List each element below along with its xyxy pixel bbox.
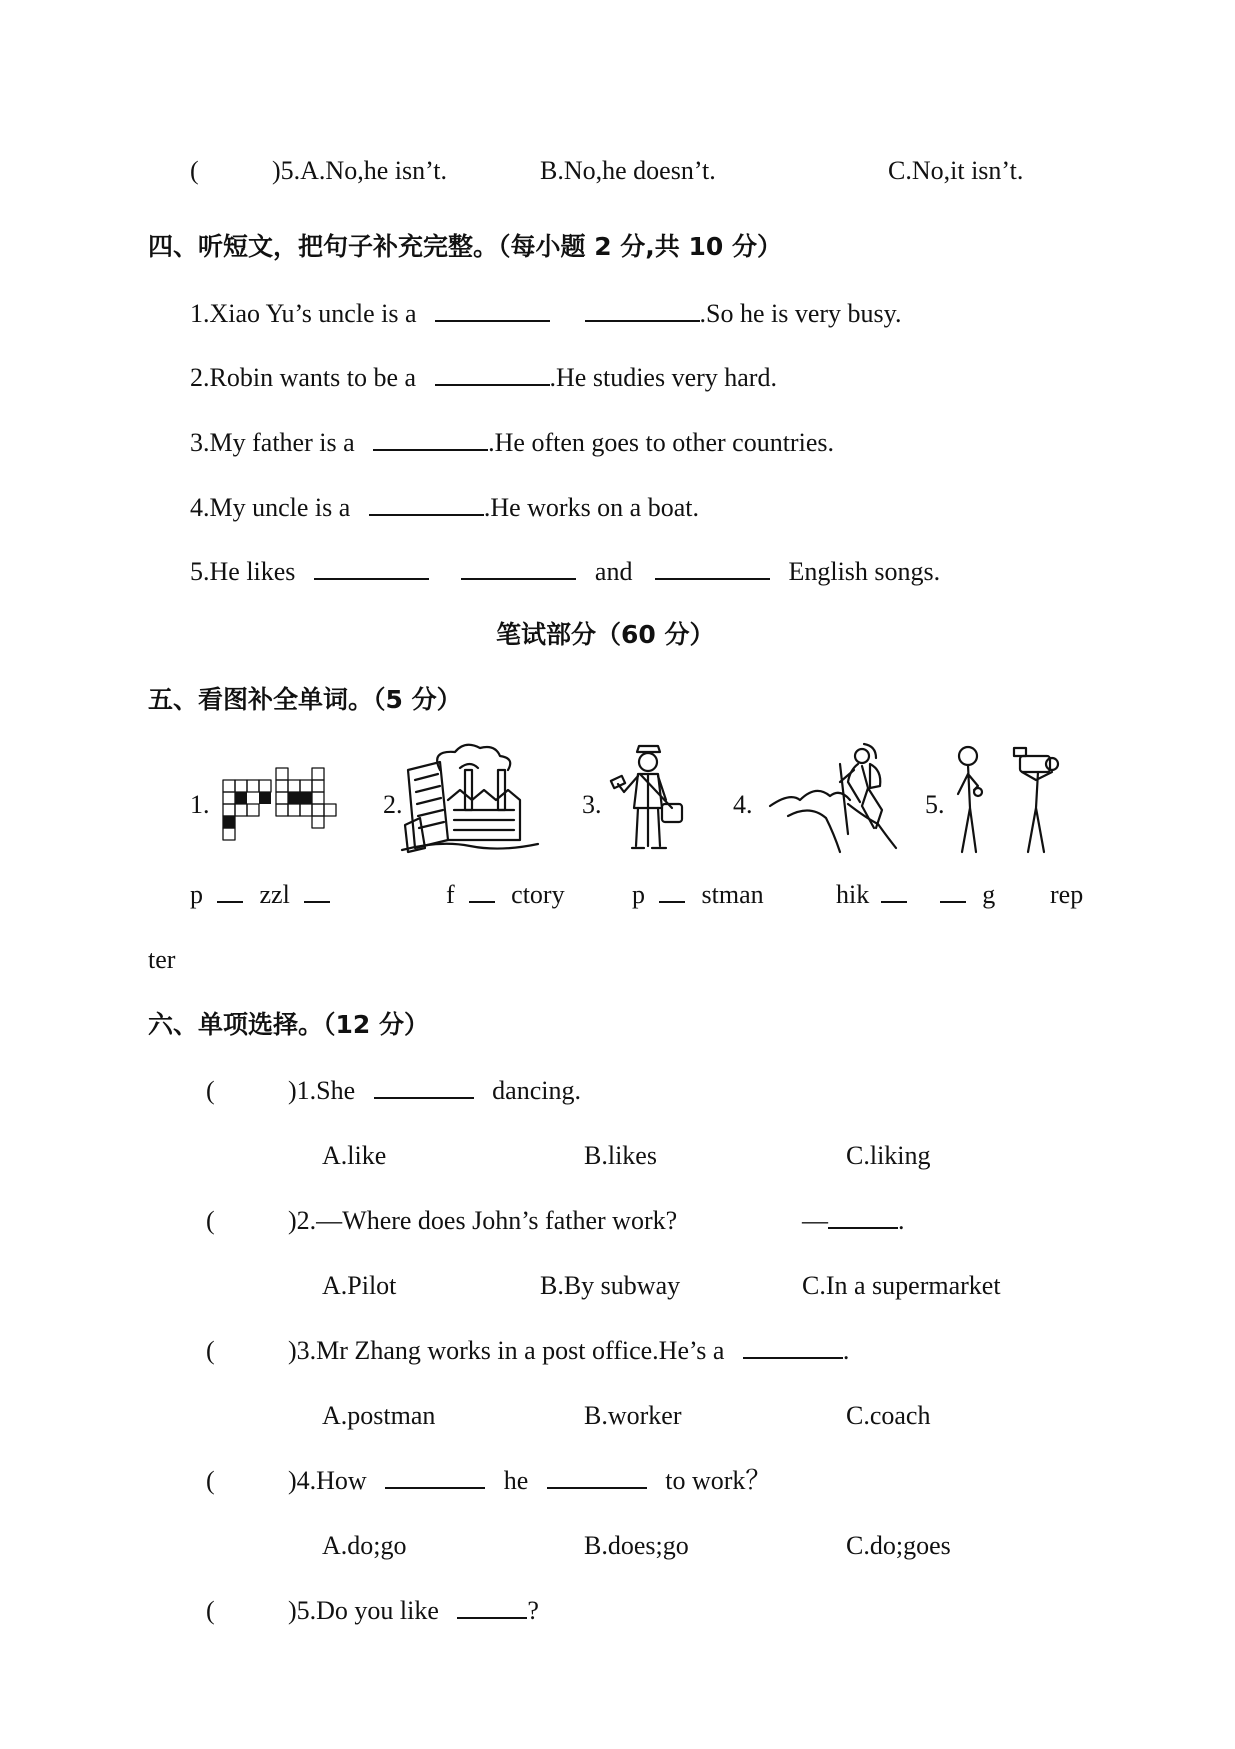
- option-b: B.By subway: [540, 1271, 681, 1300]
- section-heading: 六、单项选择。（12 分）: [148, 1010, 429, 1039]
- reporter-image: [948, 746, 1078, 858]
- answer-blank[interactable]: [457, 1599, 527, 1619]
- word-factory: [446, 882, 565, 908]
- sentence-text: .He works on a boat.: [483, 493, 699, 522]
- question-stem: )5.Do you like: [288, 1596, 439, 1625]
- answer-blank[interactable]: [435, 366, 550, 386]
- word-hiking: [836, 882, 995, 908]
- letter-blank[interactable]: [659, 883, 685, 903]
- dash: —: [802, 1206, 828, 1235]
- word-part: ter: [148, 945, 176, 974]
- option-c: C.do;goes: [846, 1531, 951, 1560]
- letter-blank[interactable]: [940, 883, 966, 903]
- answer-paren: (: [190, 156, 199, 185]
- word-part: p: [190, 880, 203, 909]
- word-postman: [632, 882, 764, 908]
- period: .: [842, 1336, 850, 1365]
- answer-blank[interactable]: [314, 560, 429, 580]
- option-a: A.postman: [322, 1401, 436, 1430]
- answer-paren: (: [206, 1466, 215, 1495]
- word-puzzle: [190, 882, 334, 908]
- sentence-text: 5.He likes: [190, 557, 296, 586]
- sentence-text: .He studies very hard.: [549, 363, 777, 392]
- word-part: g: [982, 880, 996, 909]
- sentence-text: 3.My father is a: [190, 428, 355, 457]
- answer-paren: (: [206, 1596, 215, 1625]
- question-stem: to work？: [665, 1466, 772, 1495]
- answer-blank[interactable]: [385, 1469, 485, 1489]
- answer-blank[interactable]: [373, 431, 488, 451]
- question-stem: dancing.: [492, 1076, 581, 1105]
- answer-blank[interactable]: [547, 1469, 647, 1489]
- answer-paren: (: [206, 1076, 215, 1105]
- question-label: )5.A.No,he isn’t.: [272, 156, 448, 185]
- option-c: C.No,it isn’t.: [888, 156, 1024, 185]
- sentence-text: 1.Xiao Yu’s uncle is a: [190, 299, 417, 328]
- option-b: B.does;go: [584, 1531, 689, 1560]
- question-5: [288, 1598, 539, 1624]
- question-stem: )4.How: [288, 1466, 367, 1495]
- word-part: stman: [701, 880, 764, 909]
- fill-sentence-2: [190, 365, 777, 391]
- question-mark: ?: [527, 1596, 539, 1625]
- answer-blank[interactable]: [435, 302, 550, 322]
- sentence-text: 2.Robin wants to be a: [190, 363, 417, 392]
- option-b: B.worker: [584, 1401, 682, 1430]
- option-a: A.like: [322, 1141, 387, 1170]
- option-c: C.coach: [846, 1401, 931, 1430]
- sentence-text: .So he is very busy.: [699, 299, 902, 328]
- word-part: zzl: [259, 880, 290, 909]
- picture-number: 2.: [383, 790, 403, 819]
- fill-sentence-5: [190, 559, 940, 585]
- fill-sentence-4: [190, 495, 699, 521]
- section-heading: 四、听短文，把句子补充完整。（每小题 2 分,共 10 分）: [148, 232, 782, 261]
- answer-blank[interactable]: [743, 1339, 843, 1359]
- option-c: C.liking: [846, 1141, 931, 1170]
- fill-sentence-1: [190, 301, 901, 327]
- option-c: C.In a supermarket: [802, 1271, 1001, 1300]
- answer-paren: (: [206, 1206, 215, 1235]
- question-3: [288, 1338, 849, 1364]
- option-b: B.No,he doesn’t.: [540, 156, 716, 185]
- sentence-text: 4.My uncle is a: [190, 493, 351, 522]
- section-heading: 五、看图补全单词。（5 分）: [148, 685, 462, 714]
- option-a: A.do;go: [322, 1531, 407, 1560]
- picture-number: 5.: [925, 790, 945, 819]
- letter-blank[interactable]: [881, 883, 907, 903]
- word-part: p: [632, 880, 645, 909]
- hiker-image: [770, 744, 900, 854]
- period: .: [898, 1206, 905, 1235]
- answer-blank[interactable]: [585, 302, 700, 322]
- answer-blank[interactable]: [374, 1079, 474, 1099]
- answer-blank[interactable]: [369, 496, 484, 516]
- part-title: 笔试部分（60 分）: [496, 620, 715, 649]
- option-a: A.Pilot: [322, 1271, 397, 1300]
- letter-blank[interactable]: [304, 883, 330, 903]
- question-4: [288, 1468, 771, 1494]
- answer-blank[interactable]: [828, 1209, 898, 1229]
- sentence-text: .He often goes to other countries.: [488, 428, 834, 457]
- sentence-text: and: [594, 557, 633, 586]
- word-part: rep: [1050, 880, 1084, 909]
- fill-sentence-3: [190, 430, 834, 456]
- word-part: hik: [836, 880, 870, 909]
- letter-blank[interactable]: [217, 883, 243, 903]
- picture-number: 1.: [190, 790, 210, 819]
- answer-blank[interactable]: [655, 560, 770, 580]
- postman-image: [612, 742, 692, 858]
- letter-blank[interactable]: [469, 883, 495, 903]
- answer-blank[interactable]: [461, 560, 576, 580]
- word-part: f: [446, 880, 455, 909]
- picture-number: 3.: [582, 790, 602, 819]
- question-stem: )3.Mr Zhang works in a post office.He’s a: [288, 1336, 725, 1365]
- question-1: [288, 1078, 581, 1104]
- question-stem: )1.She: [288, 1076, 356, 1105]
- word-part: ctory: [511, 880, 565, 909]
- crossword-puzzle-image: [218, 768, 348, 848]
- option-b: B.likes: [584, 1141, 657, 1170]
- question-stem: he: [503, 1466, 529, 1495]
- picture-number: 4.: [733, 790, 753, 819]
- question-stem: )2.—Where does John’s father work?: [288, 1206, 678, 1235]
- sentence-text: English songs.: [788, 557, 941, 586]
- answer-line: [802, 1208, 905, 1234]
- answer-paren: (: [206, 1336, 215, 1365]
- factory-image: [400, 740, 540, 858]
